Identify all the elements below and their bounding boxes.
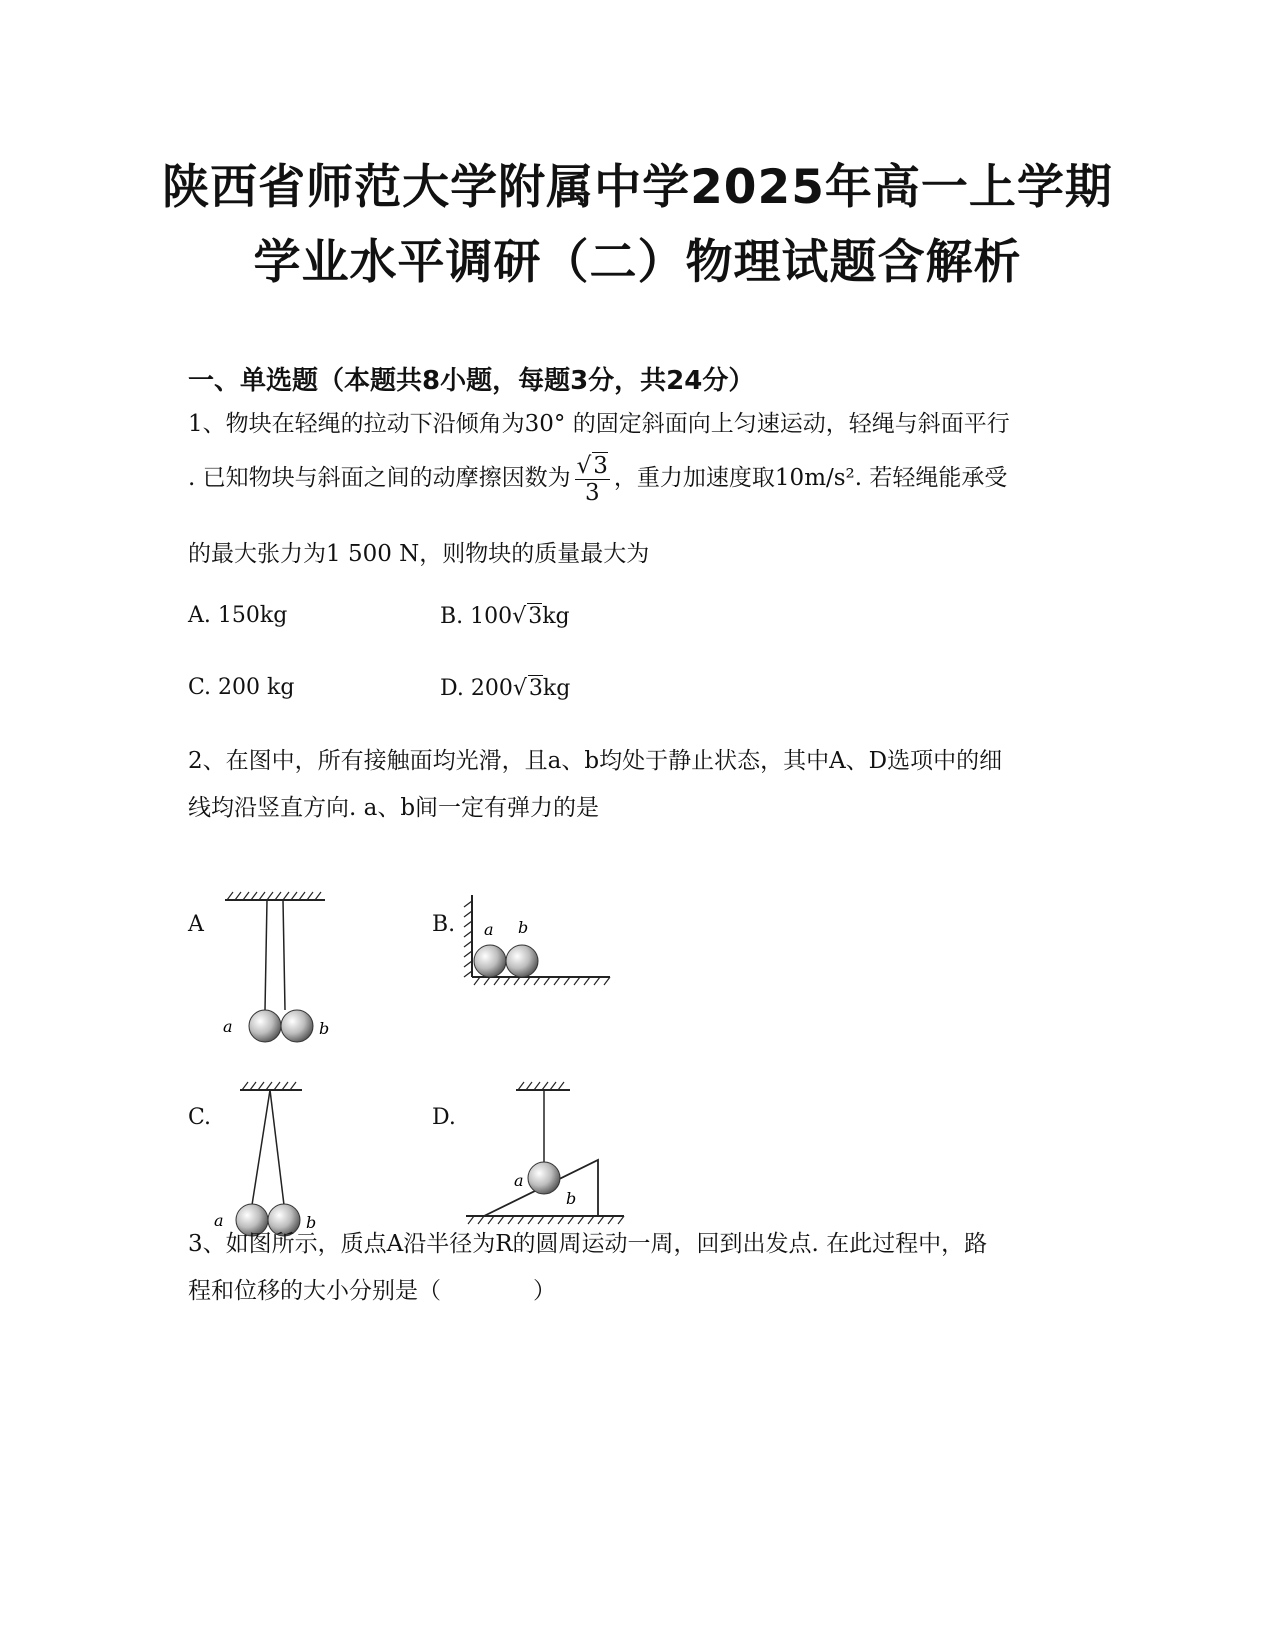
q3-line-2: 程和位移的大小分别是（ ） [188, 1278, 556, 1304]
q2-figure-d-diagram [462, 1080, 632, 1240]
document-title-line-2: 学业水平调研（二）物理试题含解析 [253, 235, 1022, 290]
q1-option-d: D. 200√3kg [440, 676, 571, 701]
q1-option-b: B. 100√3kg [440, 604, 570, 629]
figure-b-ball-a-label: a [484, 920, 494, 939]
q2-line-1: 2、在图中，所有接触面均光滑，且a、b均处于静止状态，其中A、D选项中的细 [188, 748, 1003, 774]
q1-option-b-unit: kg [542, 604, 570, 629]
q1-fraction-numerator: √3 [576, 453, 608, 479]
q1-line-2-start: . 已知物块与斜面之间的动摩擦因数为 [188, 465, 571, 491]
q2-figure-a-diagram [215, 890, 335, 1050]
q1-option-b-prefix: B. 100 [440, 604, 513, 629]
document-title-line-1: 陕西省师范大学附属中学2025年高一上学期 [162, 160, 1113, 215]
q2-figure-b-diagram [460, 885, 615, 995]
q1-option-b-radicand: 3 [528, 604, 543, 629]
section-heading: 一、单选题（本题共8小题，每题3分，共24分） [188, 366, 755, 396]
q1-option-a: A. 150kg [188, 603, 288, 628]
q1-line-3: 的最大张力为1 500 N，则物块的质量最大为 [188, 541, 650, 567]
figure-b-ball-b-label: b [518, 918, 529, 937]
figure-a-ball-b-label: b [319, 1019, 330, 1038]
q1-fraction-denominator: 3 [584, 480, 600, 506]
q1-option-d-prefix: D. 200 [440, 676, 513, 701]
q2-line-2: 线均沿竖直方向. a、b间一定有弹力的是 [188, 795, 600, 821]
figure-a-ball-a-label: a [223, 1017, 233, 1036]
q1-option-d-unit: kg [542, 676, 571, 701]
q2-figure-c-diagram [210, 1080, 330, 1240]
figure-d-wedge-b-label: b [566, 1189, 577, 1208]
q2-figure-c-label: C. [188, 1105, 212, 1130]
figure-c-ball-a-label: a [214, 1211, 224, 1230]
q1-option-d-radicand: 3 [528, 676, 543, 701]
q1-friction-fraction [575, 452, 610, 506]
q2-figure-d-label: D. [432, 1105, 456, 1130]
q1-line-2 [188, 452, 1007, 506]
q1-line-2-end: ，重力加速度取10m/s². 若轻绳能承受 [613, 465, 1008, 491]
q1-option-c: C. 200 kg [188, 675, 295, 700]
figure-d-ball-a-label: a [514, 1171, 524, 1190]
figure-c-ball-b-label: b [306, 1213, 317, 1232]
q2-figure-a-label: A [188, 912, 204, 937]
q2-figure-b-label: B. [432, 912, 456, 937]
q3-line-1: 3、如图所示，质点A沿半径为R的圆周运动一周，回到出发点. 在此过程中，路 [188, 1231, 988, 1257]
q1-line-1: 1、物块在轻绳的拉动下沿倾角为30° 的固定斜面向上匀速运动，轻绳与斜面平行 [188, 411, 1010, 437]
